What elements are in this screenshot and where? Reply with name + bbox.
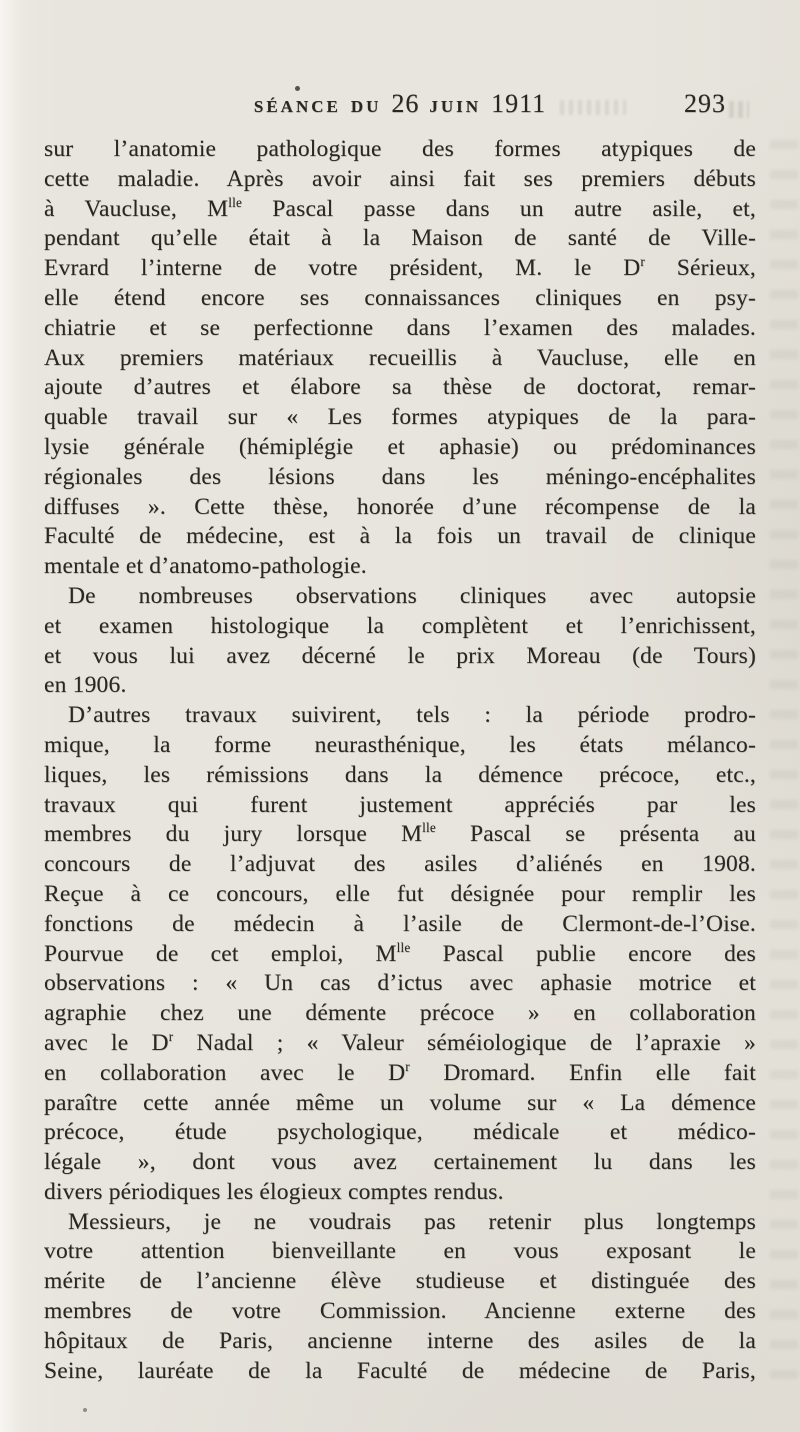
text-line: en collaboration avec le $D^r$ Dromard. Enfin elle fait	[44, 1058, 756, 1086]
text-line: votre attention bienveillante en vous exposant le	[44, 1238, 756, 1265]
text-line: mentale et d’anatomo-pathologie.	[44, 553, 367, 580]
text-line: Faculté de médecine, est à la fois un travail de clinique	[44, 523, 756, 550]
text-line: paraître cette année même un volume sur « La démence	[44, 1089, 756, 1116]
text-line: mérite de l’ancienne élève studieuse et distinguée des	[44, 1268, 756, 1295]
text-line: agraphie chez une démente précoce » en collaboration	[44, 1000, 756, 1027]
running-title-part: SÉANCE	[253, 97, 341, 116]
text-line: travaux qui furent justement appréciés par les	[44, 791, 756, 818]
text-line: liques, les rémissions dans la démence précoce, etc.,	[44, 761, 756, 788]
scan-speck	[83, 1408, 87, 1412]
text-line: cette maladie. Après avoir ainsi fait ses premiers débuts	[44, 165, 756, 192]
running-title-part: JUIN	[429, 97, 482, 116]
running-title	[44, 88, 756, 124]
text-line: et vous lui avez décerné le prix Moreau (de Tours)	[44, 642, 756, 669]
text-line: légale », dont vous avez certainement lu dans les	[44, 1149, 756, 1176]
page-header	[44, 88, 756, 120]
running-title-part: 1911	[491, 89, 547, 118]
text-line: Aux premiers matériaux recueillis à Vaucluse, elle en	[44, 344, 756, 371]
text-line: divers périodiques les élogieux comptes rendus.	[44, 1178, 504, 1205]
running-title-part: DU	[350, 97, 382, 116]
text-line: membres du jury lorsque $M^{lle}$ Pascal se présenta au	[44, 820, 756, 848]
page-number: 293	[684, 89, 726, 118]
text-line: quable travail sur « Les formes atypiques de la para-	[44, 404, 756, 431]
text-line: et examen histologique la complètent et l’enrichissent,	[44, 612, 756, 639]
text-line: membres de votre Commission. Ancienne externe des	[44, 1298, 756, 1325]
text-line: observations : « Un cas d’ictus avec aphasie motrice et	[44, 970, 756, 997]
text-line: Reçue à ce concours, elle fut désignée pour remplir les	[44, 880, 756, 907]
text-line: à Vaucluse, $M^{lle}$ Pascal passe dans un autre asile, et,	[44, 194, 756, 222]
text-line: ajoute d’autres et élabore sa thèse de doctorat, remar-	[44, 374, 756, 401]
text-line: pendant qu’elle était à la Maison de santé de Ville-	[44, 225, 756, 252]
text-line: Evrard l’interne de votre président, M. le $D^r$ Sérieux,	[44, 254, 756, 282]
text-line: lysie générale (hémiplégie et aphasie) ou prédominances	[44, 433, 756, 460]
text-line: sur l’anatomie pathologique des formes atypiques de	[44, 136, 756, 162]
text-line: Messieurs, je ne voudrais pas retenir plus longtemps	[68, 1208, 756, 1235]
text-line: régionales des lésions dans les méningo-encéphalites	[44, 463, 756, 490]
text-line: hôpitaux de Paris, ancienne interne des asiles de la	[44, 1327, 756, 1354]
text-line: diffuses ». Cette thèse, honorée d’une récompense de la	[44, 493, 756, 520]
text-line: Seine, lauréate de la Faculté de médecine de Paris,	[44, 1357, 756, 1384]
text-line: fonctions de médecin à l’asile de Clermont-de-l’Oise.	[44, 910, 756, 937]
text-line: D’autres travaux suivirent, tels : la période prodro-	[68, 702, 756, 729]
text-line: Pourvue de cet emploi, $M^{lle}$ Pascal publie encore des	[44, 939, 757, 967]
bleed-through-margin	[770, 140, 798, 1380]
text-line: en 1906.	[44, 672, 127, 699]
text-line: De nombreuses observations cliniques avec autopsie	[68, 582, 756, 609]
text-column	[44, 135, 756, 1386]
running-title-part: 26	[391, 89, 420, 118]
text-line: précoce, étude psychologique, médicale et médico-	[44, 1119, 756, 1146]
text-line: mique, la forme neurasthénique, les états mélanco-	[44, 731, 756, 758]
text-line: avec le $D^r$ Nadal ; « Valeur séméiologique de l’apraxie »	[44, 1029, 756, 1056]
text-line: concours de l’adjuvat des asiles d’aliénés en 1908.	[44, 851, 756, 878]
text-line: elle étend encore ses connaissances cliniques en psy-	[44, 284, 756, 311]
text-line: chiatrie et se perfectionne dans l’examen des malades.	[44, 314, 756, 341]
